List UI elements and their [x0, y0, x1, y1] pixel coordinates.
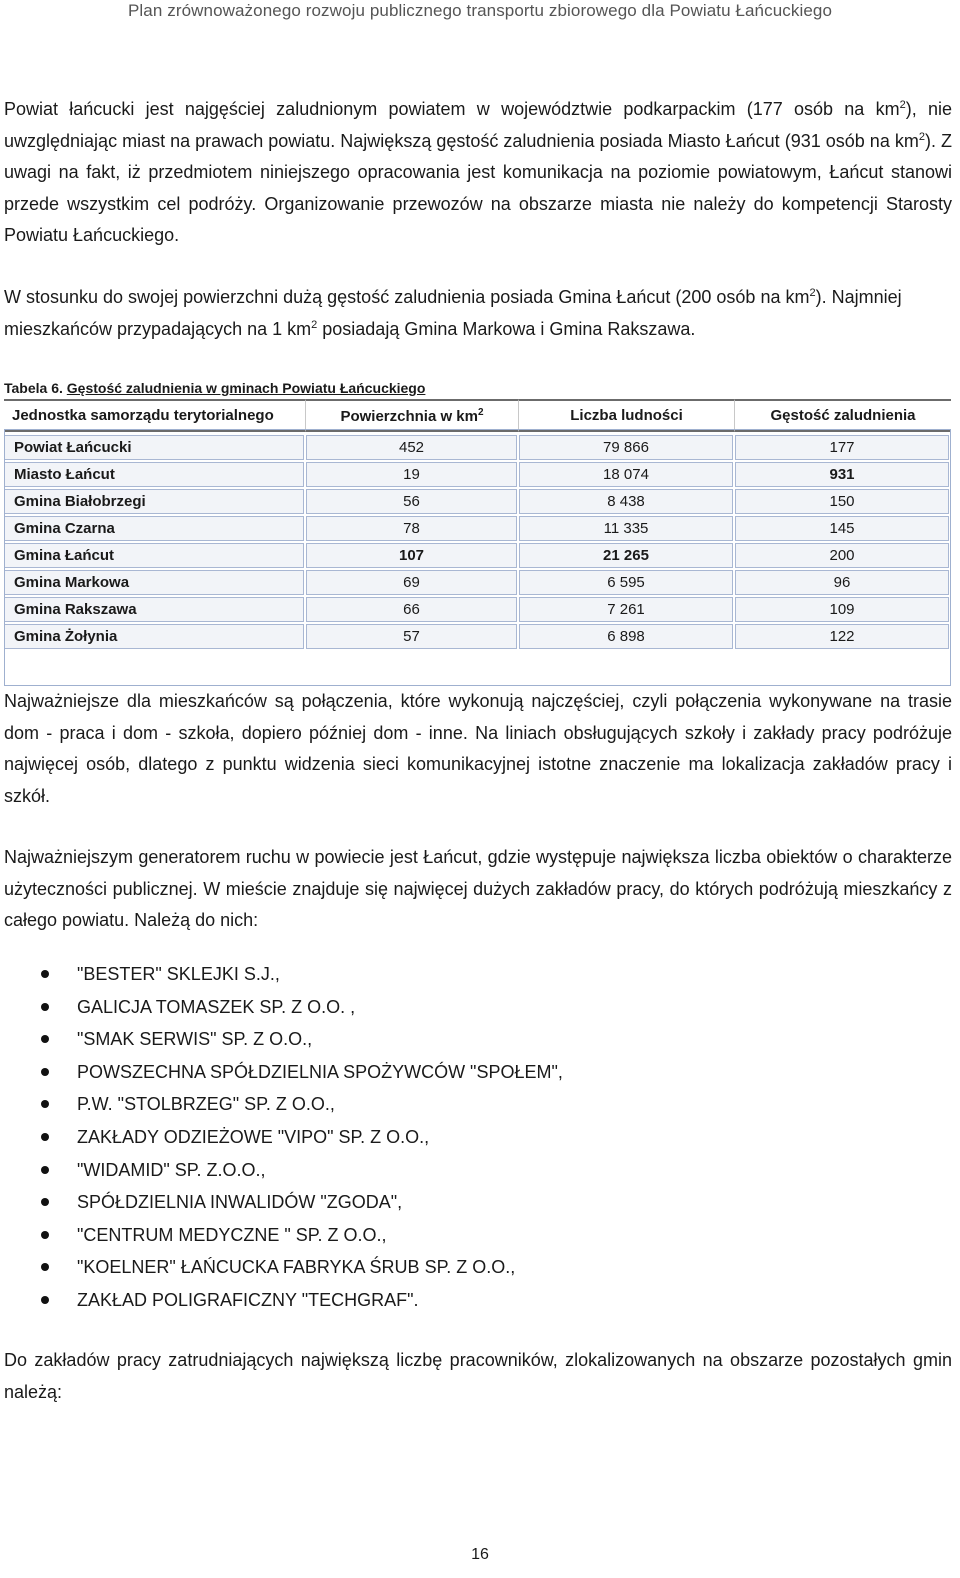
bullet-icon — [41, 1296, 49, 1304]
cell-population: 6 898 — [519, 624, 735, 651]
paragraph-gmina-density: W stosunku do swojej powierzchni dużą gęstość zaludnienia posiada Gmina Łańcut (200 osób na $km^2$). Najmniej mieszkańców przypadających na 1 $km^2$ posiadają Gmina Markowa i Gmina Rakszawa. — [4, 287, 902, 339]
bullet-icon — [41, 1198, 49, 1206]
cell-area: 107 — [306, 543, 519, 570]
table-row — [4, 432, 951, 462]
header-density: Gęstość zaludnienia — [735, 399, 951, 432]
table-row — [4, 570, 951, 597]
list-item: SPÓŁDZIELNIA INWALIDÓW "ZGODA", — [0, 1186, 563, 1219]
density-table — [4, 399, 951, 651]
cell-density: 122 — [735, 624, 951, 651]
cell-population: 21 265 — [519, 543, 735, 570]
cell-name: Powiat Łańcucki — [4, 432, 306, 462]
cell-name: Gmina Żołynia — [4, 624, 306, 651]
cell-density: 150 — [735, 489, 951, 516]
list-item: "KOELNER" ŁAŃCUCKA FABRYKA ŚRUB SP. Z O.O., — [0, 1251, 563, 1284]
table-row — [4, 489, 951, 516]
cell-name: Gmina Rakszawa — [4, 597, 306, 624]
cell-area: 57 — [306, 624, 519, 651]
bullet-icon — [41, 1068, 49, 1076]
cell-density: 145 — [735, 516, 951, 543]
bullet-icon — [41, 1003, 49, 1011]
cell-name: Miasto Łańcut — [4, 462, 306, 489]
list-item: ZAKŁADY ODZIEŻOWE "VIPO" SP. Z O.O., — [0, 1121, 563, 1154]
table-row — [4, 597, 951, 624]
employer-list — [0, 958, 563, 1317]
cell-name: Gmina Czarna — [4, 516, 306, 543]
list-item: "CENTRUM MEDYCZNE " SP. Z O.O., — [0, 1219, 563, 1252]
list-item: "BESTER" SKLEJKI S.J., — [0, 958, 563, 991]
cell-name: Gmina Białobrzegi — [4, 489, 306, 516]
bullet-icon — [41, 1133, 49, 1141]
running-header: Plan zrównoważonego rozwoju publicznego transportu zbiorowego dla Powiatu Łańcuckiego — [127, 1, 833, 20]
bullet-icon — [41, 1166, 49, 1174]
table-row — [4, 516, 951, 543]
paragraph-other-employers: Do zakładów pracy zatrudniających największą liczbę pracowników, zlokalizowanych na obszarze pozostałych gmin należą: — [4, 1350, 952, 1402]
cell-population: 79 866 — [519, 432, 735, 462]
table-row — [4, 462, 951, 489]
list-item: ZAKŁAD POLIGRAFICZNY "TECHGRAF". — [0, 1284, 563, 1317]
cell-density: 177 — [735, 432, 951, 462]
cell-density: 109 — [735, 597, 951, 624]
cell-density: 200 — [735, 543, 951, 570]
cell-name: Gmina Markowa — [4, 570, 306, 597]
cell-density: 96 — [735, 570, 951, 597]
table-header-row — [4, 399, 951, 432]
header-population: Liczba ludności — [519, 399, 735, 432]
cell-population: 7 261 — [519, 597, 735, 624]
list-item: "WIDAMID" SP. Z.O.O., — [0, 1154, 563, 1187]
cell-area: 452 — [306, 432, 519, 462]
cell-density: 931 — [735, 462, 951, 489]
paragraph-commute: Najważniejsze dla mieszkańców są połączenia, które wykonują najczęściej, czyli połączenia wykonywane na trasie dom - praca i dom - szkoła, dopiero później dom - inne. Na liniach obsługujących szkoły i zakłady pracy podróżuje najwięcej osób, dlatego z punktu widzenia sieci komunikacyjnej istotne znaczenie ma lokalizacja zakładów pracy i szkół. — [4, 691, 952, 806]
cell-population: 6 595 — [519, 570, 735, 597]
cell-population: 18 074 — [519, 462, 735, 489]
list-item: POWSZECHNA SPÓŁDZIELNIA SPOŻYWCÓW "SPOŁEM", — [0, 1056, 563, 1089]
paragraph-population-density: Powiat łańcucki jest najgęściej zaludnionym powiatem w województwie podkarpackim (177 osób na $km^2$), nie uwzględniając miast na prawach powiatu. Największą gęstość zaludnienia posiada Miasto Łańcut (931 osób na $km^2$). Z uwagi na fakt, iż przedmiotem niniejszego opracowania jest komunikacja na poziomie powiatowym, Łańcut stanowi przede wszystkim cel podróży. Organizowanie przewozów na obszarze miasta nie należy do kompetencji Starosty Powiatu Łańcuckiego. — [4, 99, 952, 245]
bullet-icon — [41, 1035, 49, 1043]
cell-area: 19 — [306, 462, 519, 489]
table-row — [4, 543, 951, 570]
cell-area: 56 — [306, 489, 519, 516]
cell-area: 66 — [306, 597, 519, 624]
list-item: GALICJA TOMASZEK SP. Z O.O. , — [0, 991, 563, 1024]
bullet-icon — [41, 970, 49, 978]
header-unit: Jednostka samorządu terytorialnego — [4, 399, 306, 432]
paragraph-traffic-generator: Najważniejszym generatorem ruchu w powiecie jest Łańcut, gdzie występuje największa liczba obiektów o charakterze użyteczności publicznej. W mieście znajduje się najwięcej dużych zakładów pracy, do których podróżują mieszkańcy z całego powiatu. Należą do nich: — [4, 847, 952, 930]
cell-name: Gmina Łańcut — [4, 543, 306, 570]
density-table-wrapper — [4, 399, 951, 651]
cell-area: 78 — [306, 516, 519, 543]
list-item: P.W. "STOLBRZEG" SP. Z O.O., — [0, 1088, 563, 1121]
cell-population: 11 335 — [519, 516, 735, 543]
bullet-icon — [41, 1231, 49, 1239]
list-item: "SMAK SERWIS" SP. Z O.O., — [0, 1023, 563, 1056]
page-number: 16 — [471, 1546, 489, 1563]
cell-area: 69 — [306, 570, 519, 597]
table-caption: Tabela 6. Gęstość zaludnienia w gminach Powiatu Łańcuckiego — [4, 380, 426, 396]
header-area: Powierzchnia w $km^2$ — [306, 399, 519, 432]
bullet-icon — [41, 1263, 49, 1271]
cell-population: 8 438 — [519, 489, 735, 516]
table-row — [4, 624, 951, 651]
bullet-icon — [41, 1100, 49, 1108]
